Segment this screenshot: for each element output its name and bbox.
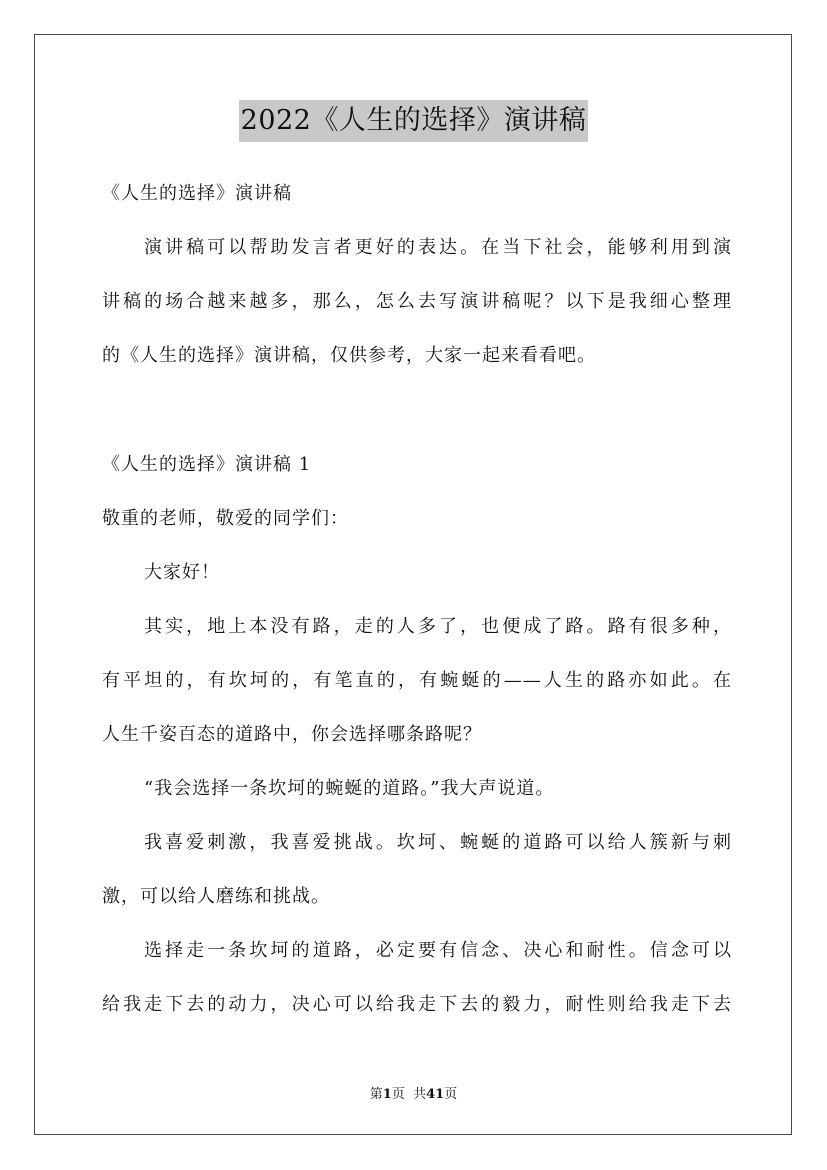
footer-prefix: 第 (369, 1087, 383, 1102)
footer-page-word: 页 (391, 1087, 405, 1102)
salutation: 敬重的老师，敬爱的同学们： (102, 508, 349, 529)
footer-total-suffix: 页 (444, 1087, 458, 1102)
footer-total-prefix: 共 (413, 1087, 427, 1102)
subtitle: 《人生的选择》演讲稿 (102, 183, 292, 204)
footer-total-pages: 41 (426, 1087, 445, 1102)
footer-current-page: 1 (382, 1087, 392, 1102)
paragraph2-line-1: 我喜爱刺激，我喜爱挑战。坎坷、蜿蜒的道路可以给人簇新与刺 (144, 832, 732, 853)
intro-line-3: 的《人生的选择》演讲稿，仅供参考，大家一起来看看吧。 (102, 345, 596, 366)
greeting: 大家好！ (144, 562, 220, 583)
paragraph1-line-1: 其实，地上本没有路，走的人多了，也便成了路。路有很多种， (144, 616, 732, 637)
intro-line-1: 演讲稿可以帮助发言者更好的表达。在当下社会，能够利用到演 (144, 237, 732, 258)
intro-line-2: 讲稿的场合越来越多，那么，怎么去写演讲稿呢？以下是我细心整理 (102, 291, 732, 312)
title-wrap (0, 100, 827, 142)
section-heading: 《人生的选择》演讲稿 1 (102, 454, 312, 475)
paragraph3-line-1: 选择走一条坎坷的道路，必定要有信念、决心和耐性。信念可以 (144, 940, 732, 961)
page-footer (0, 1083, 827, 1102)
paragraph1-line-2: 有平坦的，有坎坷的，有笔直的，有蜿蜒的——人生的路亦如此。在 (102, 670, 732, 691)
quote-line: “我会选择一条坎坷的蜿蜒的道路。”我大声说道。 (144, 778, 555, 799)
paragraph1-line-3: 人生千姿百态的道路中，你会选择哪条路呢？ (102, 724, 482, 745)
document-title: 2022《人生的选择》演讲稿 (239, 100, 589, 142)
paragraph2-line-2: 激，可以给人磨练和挑战。 (102, 886, 330, 907)
paragraph3-line-2: 给我走下去的动力，决心可以给我走下去的毅力，耐性则给我走下去 (102, 994, 732, 1015)
